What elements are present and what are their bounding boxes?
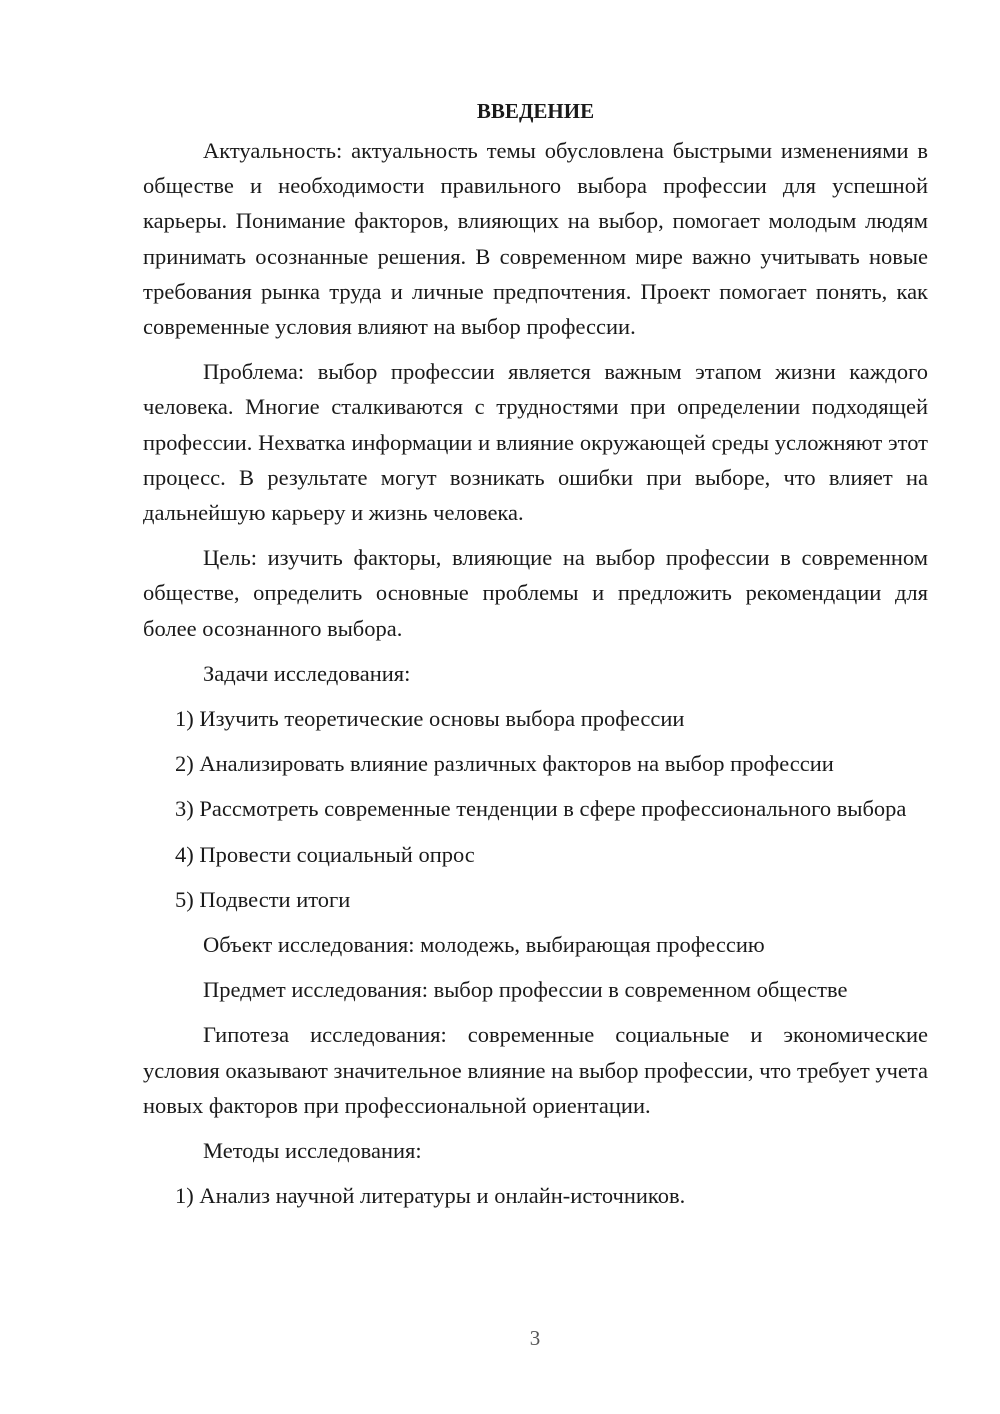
object-line: Объект исследования: молодежь, выбирающая профессию [203,932,765,958]
goal-paragraph: Цель: изучить факторы, влияющие на выбор профессии в современном обществе, определить основные проблемы и предложить рекомендации для более осознанного выбора. [143,545,928,641]
task-item: 2) Анализировать влияние различных факторов на выбор профессии [175,751,834,777]
relevance-paragraph: Актуальность: актуальность темы обусловлена быстрыми изменениями в обществе и необходимости правильного выбора профессии для успешной карьеры. Понимание факторов, влияющих на выбор, помогает молодым людям принимать осознанные решения. В современном мире важно учитывать новые требования рынка труда и личные предпочтения. Проект помогает понять, как современные условия влияют на выбор профессии. [143,138,928,340]
task-item: 4) Провести социальный опрос [175,841,475,867]
task-item: 3) Рассмотреть современные тенденции в сфере профессионального выбора [175,796,907,822]
tasks-heading: Задачи исследования: [203,660,411,686]
section-title: ВВЕДЕНИЕ [476,99,595,123]
methods-heading: Методы исследования: [203,1138,422,1164]
task-item: 5) Подвести итоги [175,886,351,912]
subject-line: Предмет исследования: выбор профессии в современном обществе [203,977,848,1003]
problem-paragraph: Проблема: выбор профессии является важным этапом жизни каждого человека. Многие сталкиваются с трудностями при определении подходящей профессии. Нехватка информации и влияние окружающей среды усложняют этот процесс. В результате могут возникать ошибки при выборе, что влияет на дальнейшую карьеру и жизнь человека. [143,359,928,526]
method-item: 1) Анализ научной литературы и онлайн-источников. [175,1183,686,1209]
hypothesis-paragraph: Гипотеза исследования: современные социальные и экономические условия оказывают значительное влияние на выбор профессии, что требует учета новых факторов при профессиональной ориентации. [143,1022,928,1118]
task-item: 1) Изучить теоретические основы выбора профессии [175,706,685,732]
page-number: 3 [529,1326,541,1350]
document-page [143,96,928,1223]
